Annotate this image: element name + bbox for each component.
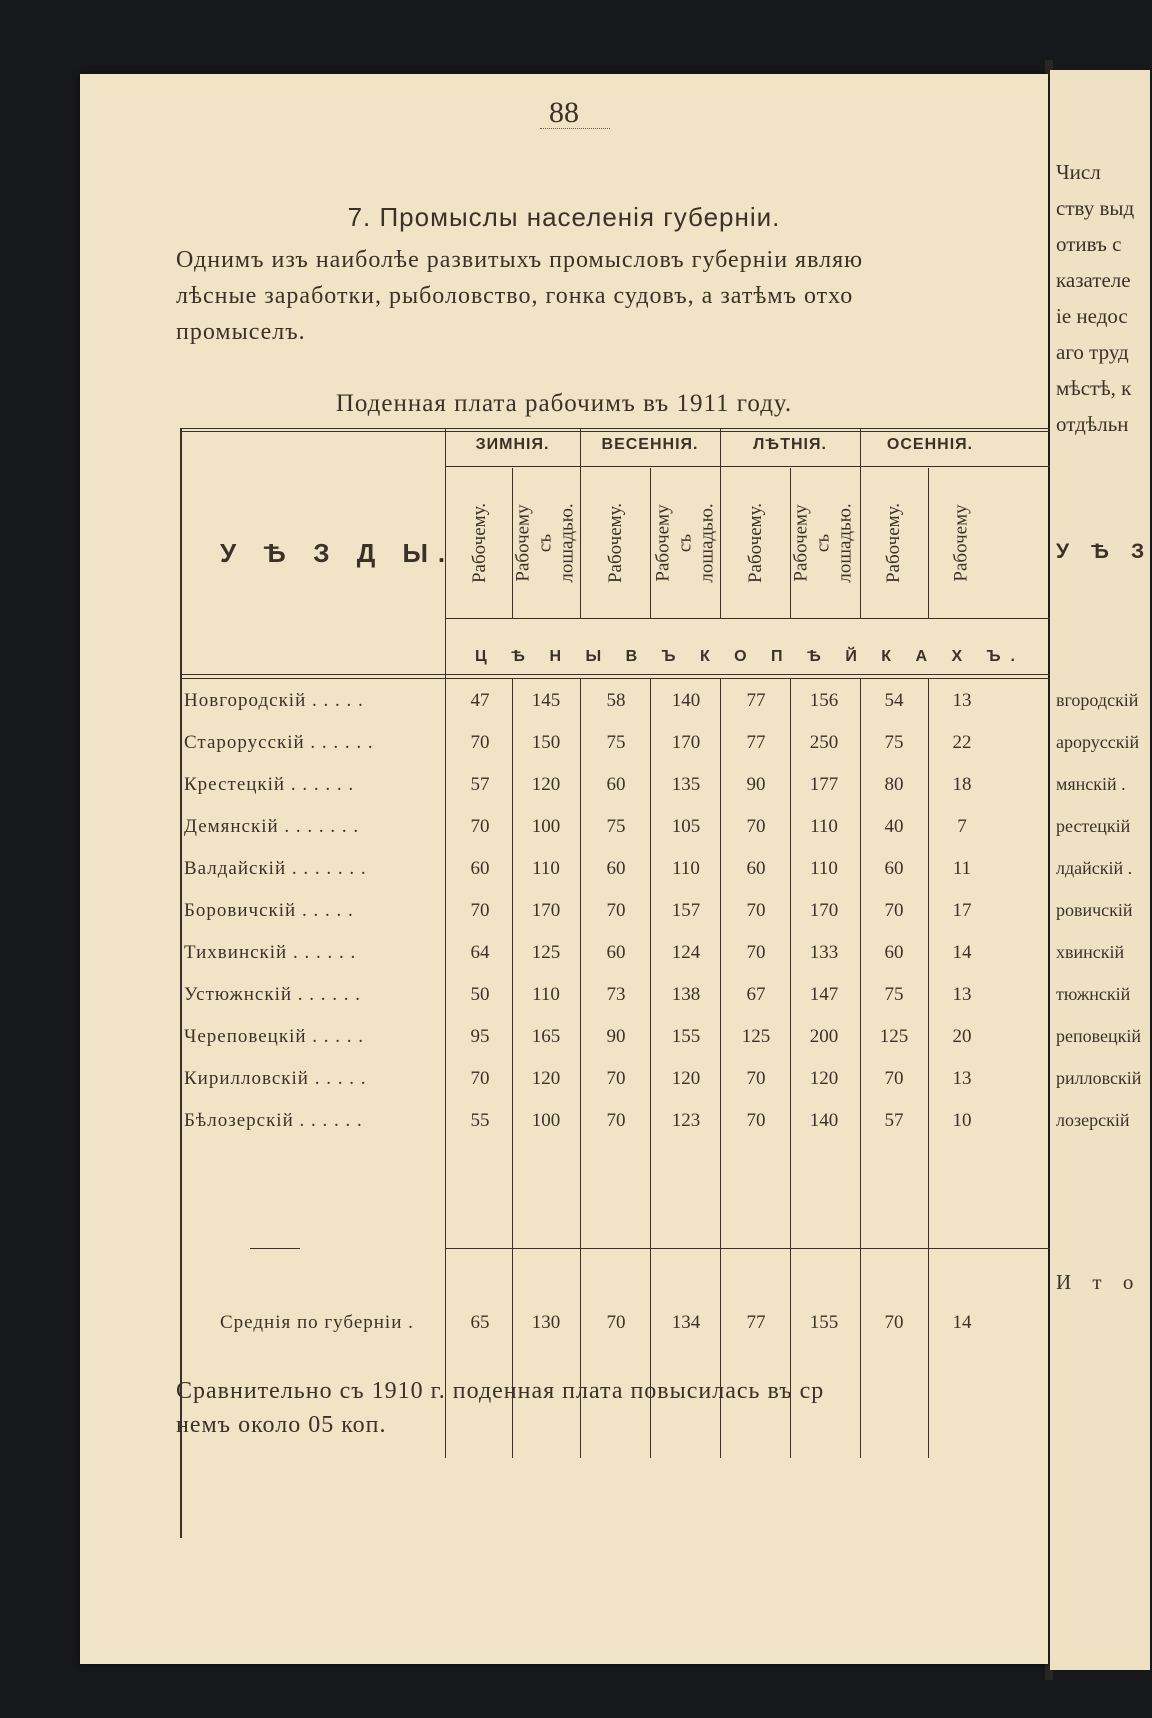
table-cell: 77 bbox=[746, 732, 766, 753]
table-cell: 77 bbox=[746, 690, 766, 711]
body-col-rule-4 bbox=[720, 678, 721, 1458]
right-page-total: И т о bbox=[1056, 1270, 1142, 1294]
table-cell: 70 bbox=[470, 732, 490, 753]
table-cell: 60 bbox=[746, 858, 766, 879]
average-label: Среднія по губерніи . bbox=[220, 1312, 414, 1333]
table-cell: 90 bbox=[606, 1026, 626, 1047]
header-bottom-rule-2 bbox=[180, 678, 1050, 679]
table-cell: 123 bbox=[671, 1110, 701, 1131]
table-cell: 150 bbox=[531, 732, 561, 753]
closing-line-1: Сравнительно съ 1910 г. поденная плата повысилась въ ср bbox=[176, 1378, 825, 1404]
subcol-4: Рабочему съ лошадью. bbox=[653, 503, 719, 583]
table-cell: 73 bbox=[606, 984, 626, 1005]
table-cell: 70 bbox=[746, 942, 766, 963]
table-cell: 60 bbox=[606, 858, 626, 879]
table-cell: 250 bbox=[809, 732, 839, 753]
table-cell: 125 bbox=[531, 942, 561, 963]
right-page-line: мѣстѣ, к bbox=[1056, 376, 1132, 400]
table-cell: 7 bbox=[957, 816, 967, 837]
table-cell: 60 bbox=[606, 774, 626, 795]
table-cell: 75 bbox=[606, 732, 626, 753]
table-cell: 170 bbox=[531, 900, 561, 921]
table-cell: 157 bbox=[671, 900, 701, 921]
table-cell: 64 bbox=[470, 942, 490, 963]
right-page-row: лозерскій bbox=[1056, 1110, 1130, 1130]
table-cell: 70 bbox=[746, 1110, 766, 1131]
subcol-6: Рабочему съ лошадью. bbox=[791, 503, 857, 583]
average-cell: 70 bbox=[884, 1312, 904, 1333]
table-cell: 11 bbox=[952, 858, 972, 879]
average-cell: 70 bbox=[606, 1312, 626, 1333]
table-cell: 133 bbox=[809, 942, 839, 963]
table-cell: 156 bbox=[809, 690, 839, 711]
right-page-row: рилловскій bbox=[1056, 1068, 1142, 1088]
table-cell: 70 bbox=[884, 1068, 904, 1089]
right-page-line: отивъ с bbox=[1056, 232, 1122, 256]
right-page-line: ству выд bbox=[1056, 196, 1135, 220]
table-cell: 105 bbox=[671, 816, 701, 837]
table-cell: 90 bbox=[746, 774, 766, 795]
season-summer: ЛѢТНІЯ. bbox=[753, 436, 827, 453]
col-rule-sub-3 bbox=[650, 468, 651, 618]
subheader-rule bbox=[445, 618, 1050, 619]
table-cell: 125 bbox=[879, 1026, 909, 1047]
table-cell: 70 bbox=[606, 900, 626, 921]
body-col-rule-7 bbox=[928, 678, 929, 1458]
season-underline bbox=[445, 466, 1050, 467]
body-col-rule-5 bbox=[790, 678, 791, 1458]
closing-line-2: немъ около 05 коп. bbox=[176, 1412, 387, 1438]
average-cell: 14 bbox=[952, 1312, 972, 1333]
average-cell: 155 bbox=[809, 1312, 839, 1333]
table-cell: 110 bbox=[810, 816, 838, 837]
table-cell: 57 bbox=[884, 1110, 904, 1131]
table-cell: 147 bbox=[809, 984, 839, 1005]
table-cell: 55 bbox=[470, 1110, 490, 1131]
table-cell: 140 bbox=[671, 690, 701, 711]
table-cell: 10 bbox=[952, 1110, 972, 1131]
average-cell: 77 bbox=[746, 1312, 766, 1333]
right-page-fragment bbox=[1050, 70, 1150, 1670]
intro-line-2: лѣсные заработки, рыболовство, гонка судовъ, а затѣмъ отхо bbox=[176, 283, 854, 309]
average-cell: 65 bbox=[470, 1312, 490, 1333]
section-title: 7. Промыслы населенія губерніи. bbox=[347, 202, 781, 232]
row-district-name: Бѣлозерскій . . . . . . bbox=[184, 1110, 363, 1131]
right-page-line: іе недос bbox=[1056, 304, 1128, 328]
table-cell: 70 bbox=[470, 816, 490, 837]
season-autumn: ОСЕННІЯ. bbox=[886, 436, 974, 453]
right-page-row: ровичскій bbox=[1056, 900, 1133, 920]
table-cell: 58 bbox=[606, 690, 626, 711]
table-cell: 60 bbox=[884, 858, 904, 879]
page-number-ornament bbox=[540, 128, 610, 129]
table-cell: 20 bbox=[952, 1026, 972, 1047]
table-cell: 40 bbox=[884, 816, 904, 837]
table-cell: 13 bbox=[952, 1068, 972, 1089]
body-col-rule-3 bbox=[650, 678, 651, 1458]
table-cell: 165 bbox=[531, 1026, 561, 1047]
table-cell: 110 bbox=[672, 858, 700, 879]
row-district-name: Демянскій . . . . . . . bbox=[184, 816, 360, 837]
left-page bbox=[80, 74, 1048, 1664]
table-cell: 155 bbox=[671, 1026, 701, 1047]
row-district-name: Череповецкій . . . . . bbox=[184, 1026, 365, 1047]
table-cell: 100 bbox=[531, 816, 561, 837]
table-cell: 18 bbox=[952, 774, 972, 795]
table-cell: 135 bbox=[671, 774, 701, 795]
table-cell: 70 bbox=[746, 1068, 766, 1089]
col-rule-0 bbox=[445, 428, 446, 1458]
table-cell: 170 bbox=[809, 900, 839, 921]
table-cell: 70 bbox=[606, 1110, 626, 1131]
right-page-row: мянскій . bbox=[1056, 774, 1126, 794]
table-cell: 67 bbox=[746, 984, 766, 1005]
table-cell: 60 bbox=[606, 942, 626, 963]
subcol-3: Рабочему. bbox=[605, 502, 627, 584]
table-cell: 17 bbox=[952, 900, 972, 921]
table-cell: 110 bbox=[810, 858, 838, 879]
table-cell: 80 bbox=[884, 774, 904, 795]
table-cell: 177 bbox=[809, 774, 839, 795]
units-header: Ц Ѣ Н Ы В Ъ К О П Ѣ Й К А Х Ъ. bbox=[475, 648, 1025, 665]
row-district-name: Новгородскій . . . . . bbox=[184, 690, 364, 711]
row-district-name: Тихвинскій . . . . . . bbox=[184, 942, 357, 963]
right-page-row: хвинскій bbox=[1056, 942, 1125, 962]
table-cell: 13 bbox=[952, 984, 972, 1005]
table-cell: 70 bbox=[746, 816, 766, 837]
table-cell: 50 bbox=[470, 984, 490, 1005]
table-cell: 13 bbox=[952, 690, 972, 711]
table-top-rule bbox=[180, 428, 1050, 429]
right-page-header: У Ѣ З bbox=[1056, 540, 1152, 563]
subcol-1: Рабочему. bbox=[469, 502, 491, 584]
subcol-5: Рабочему. bbox=[745, 502, 767, 584]
wage-table bbox=[180, 428, 1050, 1538]
row-header: У Ѣ З Д Ы. bbox=[220, 538, 456, 568]
table-caption: Поденная плата рабочимъ въ 1911 году. bbox=[335, 390, 793, 417]
table-cell: 75 bbox=[884, 984, 904, 1005]
right-page-line: Числ bbox=[1056, 160, 1101, 184]
table-cell: 95 bbox=[470, 1026, 490, 1047]
table-cell: 120 bbox=[531, 1068, 561, 1089]
table-cell: 200 bbox=[809, 1026, 839, 1047]
table-cell: 70 bbox=[470, 1068, 490, 1089]
right-page-row: лдайскій . bbox=[1056, 858, 1133, 878]
table-cell: 47 bbox=[470, 690, 490, 711]
table-cell: 60 bbox=[470, 858, 490, 879]
table-cell: 54 bbox=[884, 690, 904, 711]
table-cell: 170 bbox=[671, 732, 701, 753]
row-district-name: Старорусскій . . . . . . bbox=[184, 732, 374, 753]
right-page-row: реповецкій bbox=[1056, 1026, 1142, 1046]
subcol-8: Рабочему bbox=[951, 504, 972, 582]
average-cell: 134 bbox=[671, 1312, 701, 1333]
table-left-rule bbox=[180, 428, 182, 1538]
body-col-rule-1 bbox=[512, 678, 513, 1458]
table-cell: 22 bbox=[952, 732, 972, 753]
table-cell: 120 bbox=[809, 1068, 839, 1089]
row-district-name: Крестецкій . . . . . . bbox=[184, 774, 355, 795]
table-cell: 138 bbox=[671, 984, 701, 1005]
table-cell: 110 bbox=[532, 858, 560, 879]
header-bottom-rule bbox=[180, 674, 1050, 675]
table-cell: 120 bbox=[671, 1068, 701, 1089]
sum-rule-left bbox=[250, 1248, 300, 1249]
table-cell: 70 bbox=[470, 900, 490, 921]
right-page-row: вгородскій bbox=[1056, 690, 1139, 710]
row-district-name: Устюжнскій . . . . . . bbox=[184, 984, 362, 1005]
row-district-name: Валдайскій . . . . . . . bbox=[184, 858, 367, 879]
table-cell: 145 bbox=[531, 690, 561, 711]
row-district-name: Кирилловскій . . . . . bbox=[184, 1068, 367, 1089]
right-page-row: арорусскій bbox=[1056, 732, 1140, 752]
subcol-7: Рабочему. bbox=[883, 502, 905, 584]
table-cell: 70 bbox=[746, 900, 766, 921]
right-page-line: отдѣльн bbox=[1056, 412, 1129, 436]
table-cell: 100 bbox=[531, 1110, 561, 1131]
table-cell: 140 bbox=[809, 1110, 839, 1131]
body-col-rule-6 bbox=[860, 678, 861, 1458]
page-number: 88 bbox=[549, 96, 579, 129]
right-page-row: тюжнскій bbox=[1056, 984, 1131, 1004]
intro-line-1: Однимъ изъ наиболѣе развитыхъ промысловъ губерніи являю bbox=[176, 247, 864, 273]
table-cell: 57 bbox=[470, 774, 490, 795]
table-cell: 120 bbox=[531, 774, 561, 795]
season-spring: ВЕСЕННІЯ. bbox=[601, 436, 699, 453]
right-page-line: аго труд bbox=[1056, 340, 1129, 364]
table-cell: 125 bbox=[741, 1026, 771, 1047]
col-rule-sub-7 bbox=[928, 468, 929, 618]
intro-line-3: промыселъ. bbox=[176, 319, 306, 345]
sum-rule bbox=[445, 1248, 1050, 1249]
body-col-rule-2 bbox=[580, 678, 581, 1458]
average-cell: 130 bbox=[531, 1312, 561, 1333]
table-cell: 75 bbox=[606, 816, 626, 837]
table-cell: 110 bbox=[532, 984, 560, 1005]
table-cell: 60 bbox=[884, 942, 904, 963]
season-winter: ЗИМНІЯ. bbox=[475, 436, 550, 453]
right-page-line: казателе bbox=[1056, 268, 1131, 292]
table-top-rule-2 bbox=[180, 431, 1050, 432]
table-cell: 14 bbox=[952, 942, 972, 963]
table-cell: 70 bbox=[606, 1068, 626, 1089]
table-cell: 75 bbox=[884, 732, 904, 753]
subcol-2: Рабочему съ лошадью. bbox=[513, 503, 579, 583]
table-cell: 124 bbox=[671, 942, 701, 963]
table-cell: 70 bbox=[884, 900, 904, 921]
right-page-row: рестецкій bbox=[1056, 816, 1131, 836]
row-district-name: Боровичскій . . . . . bbox=[184, 900, 354, 921]
